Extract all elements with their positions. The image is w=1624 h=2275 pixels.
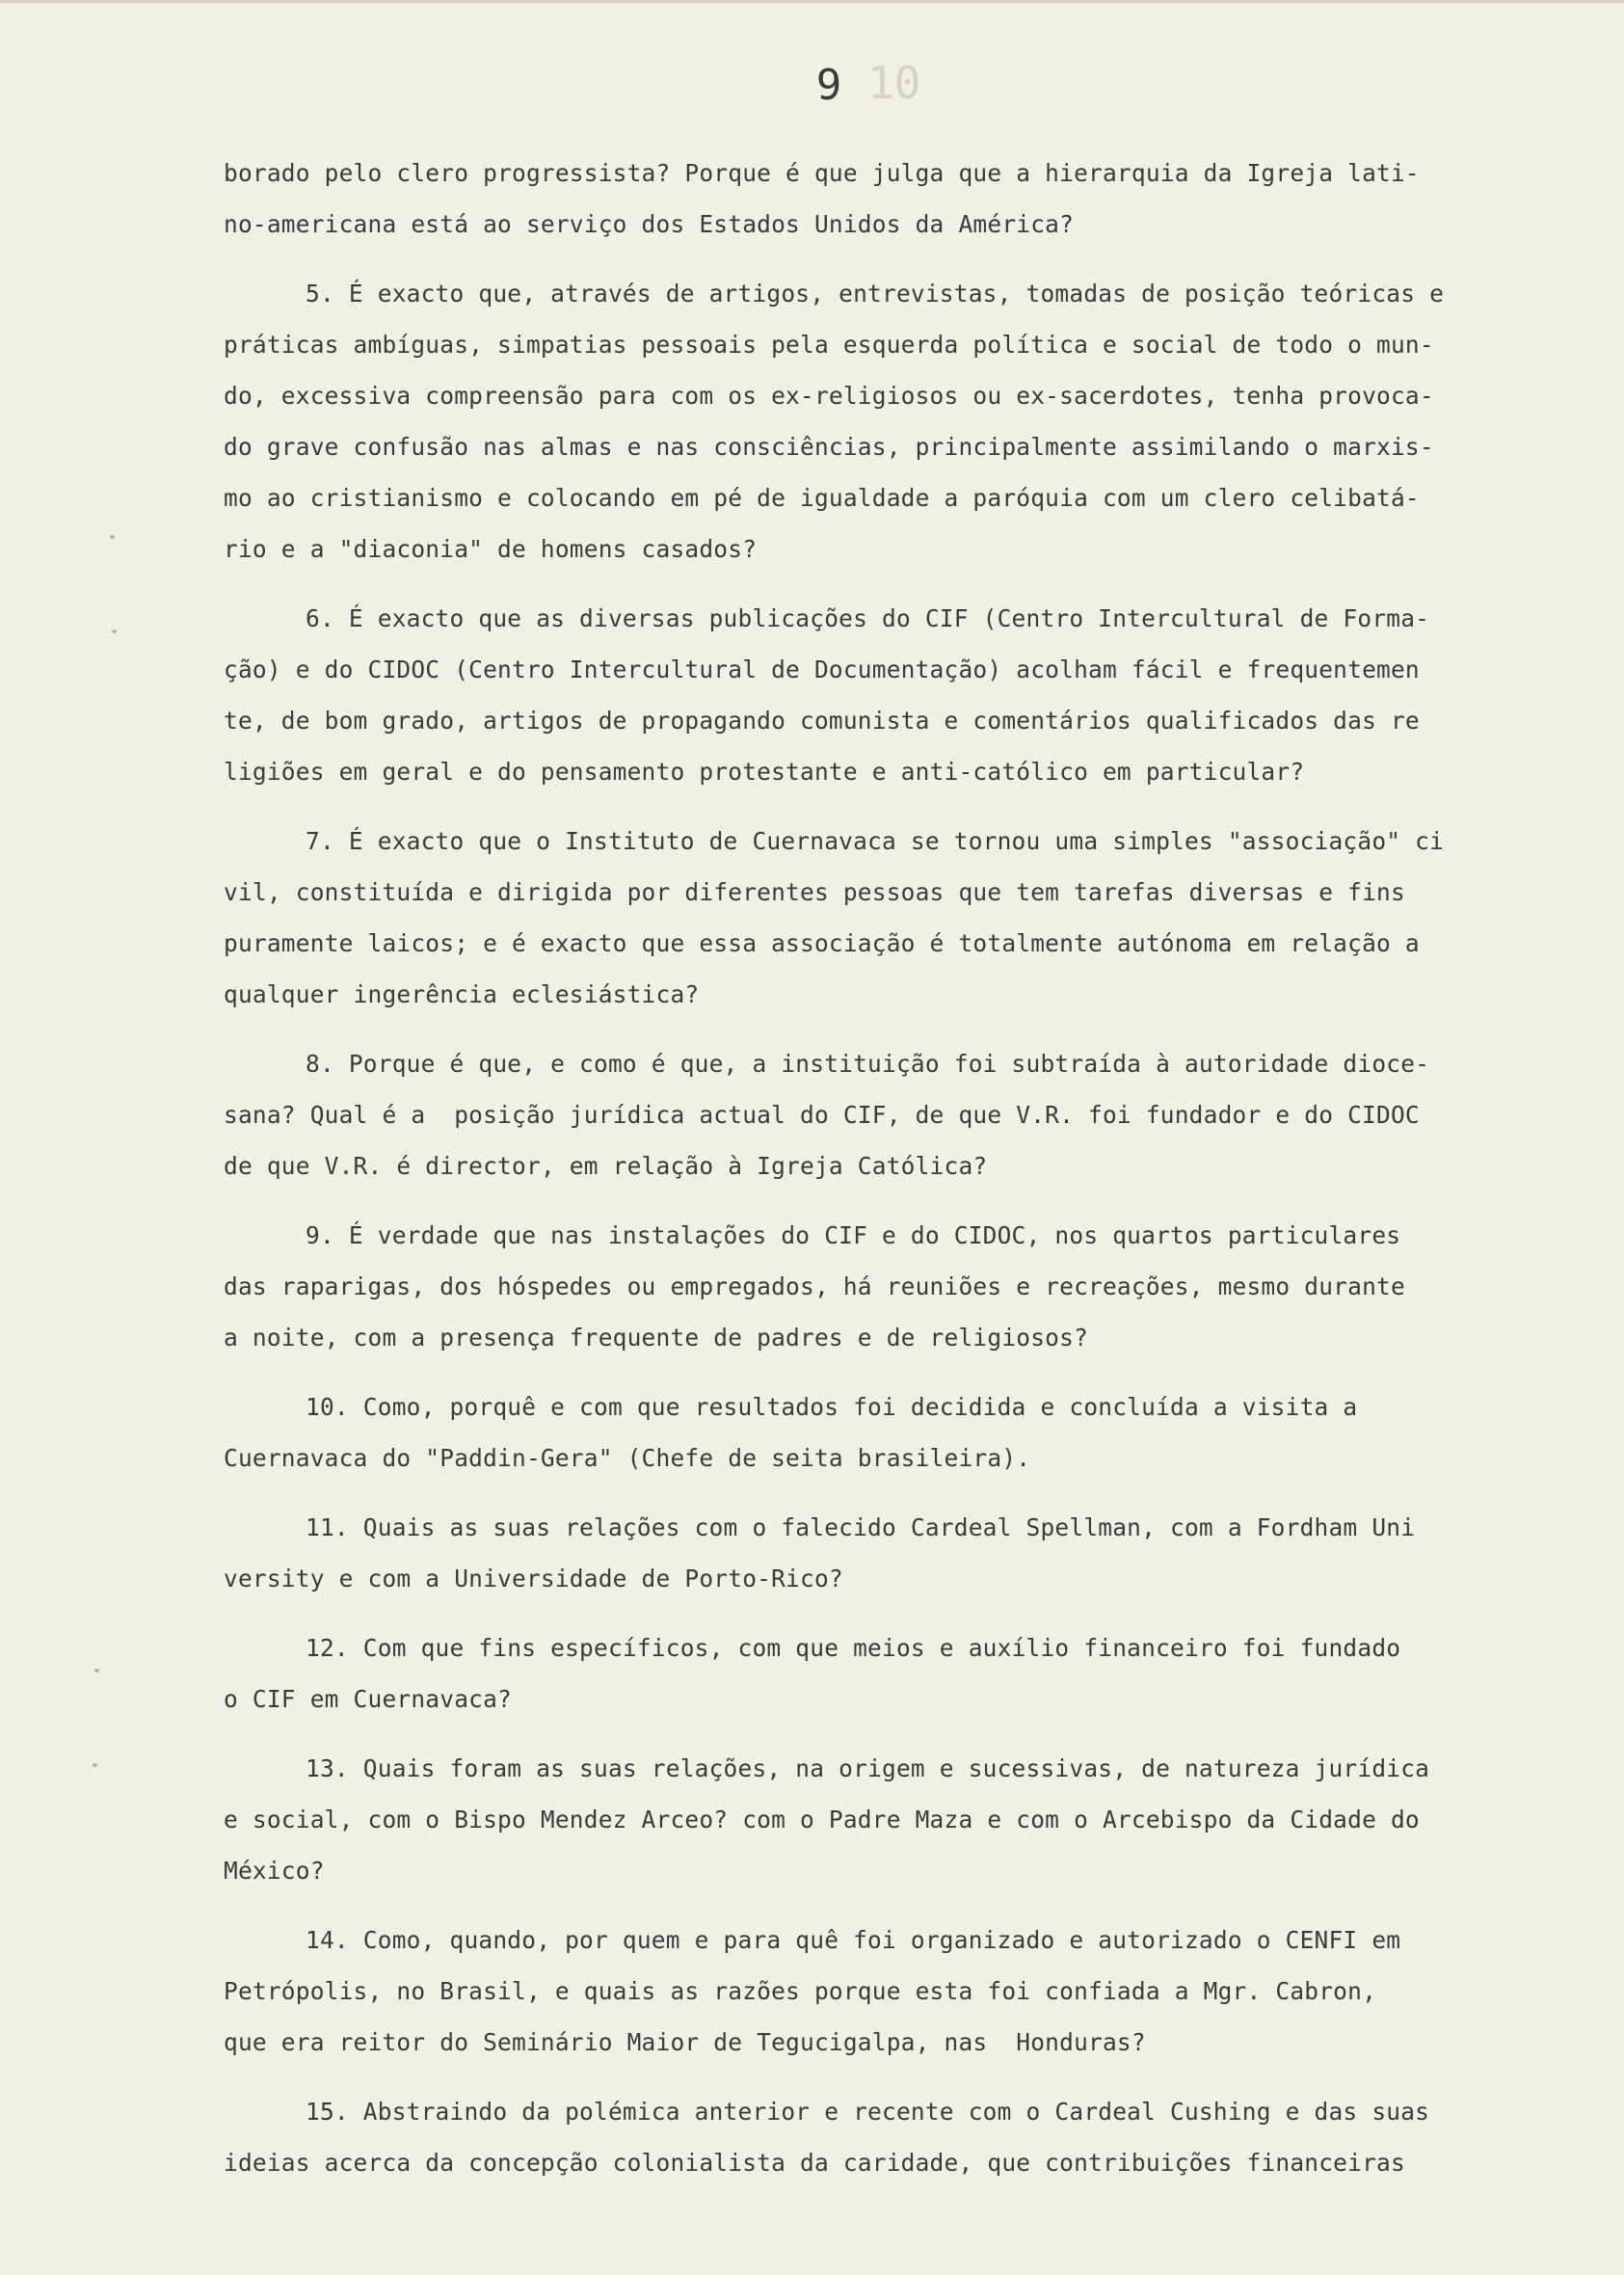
paragraph-question-14 (224, 1914, 1505, 2068)
text-line: sana? Qual é a posição jurídica actual do CIF, de que V.R. foi fundador e do CIDOC (224, 1101, 1420, 1129)
text-line: vil, constituída e dirigida por diferentes pessoas que tem tarefas diversas e fins (224, 878, 1405, 906)
text-line: do grave confusão nas almas e nas consciências, principalmente assimilando o marxis- (224, 433, 1434, 461)
text-line: te, de bom grado, artigos de propagando comunista e comentários qualificados das re (224, 707, 1420, 735)
text-line: 9. É verdade que nas instalações do CIF e do CIDOC, nos quartos particulares (306, 1221, 1401, 1249)
bleed-through-page-number: 10 (867, 57, 921, 109)
paragraph-question-7 (224, 816, 1505, 1020)
text-line: o CIF em Cuernavaca? (224, 1685, 513, 1713)
document-body (224, 147, 1505, 2188)
text-line: das raparigas, dos hóspedes ou empregados, há reuniões e recreações, mesmo durante (224, 1272, 1405, 1300)
paragraph-question-6 (224, 593, 1505, 797)
text-line: 11. Quais as suas relações com o falecido Cardeal Spellman, com a Fordham Uni (306, 1513, 1416, 1541)
paragraph-question-13 (224, 1743, 1505, 1896)
paragraph-question-15 (224, 2086, 1505, 2188)
text-line: do, excessiva compreensão para com os ex-religiosos ou ex-sacerdotes, tenha provoca- (224, 382, 1434, 410)
text-line: borado pelo clero progressista? Porque é que julga que a hierarquia da Igreja lati- (224, 159, 1420, 187)
paragraph-question-9 (224, 1210, 1505, 1363)
text-line: 8. Porque é que, e como é que, a instituição foi subtraída à autoridade dioce- (306, 1050, 1430, 1078)
text-line: ligiões em geral e do pensamento protestante e anti-católico em particular? (224, 758, 1305, 786)
text-line: 5. É exacto que, através de artigos, entrevistas, tomadas de posição teóricas e (306, 280, 1445, 308)
text-line: Petrópolis, no Brasil, e quais as razões porque esta foi confiada a Mgr. Cabron, (224, 1977, 1377, 2005)
paragraph-question-8 (224, 1038, 1505, 1191)
text-line: de que V.R. é director, em relação à Igreja Católica? (224, 1152, 988, 1180)
text-line: que era reitor do Seminário Maior de Tegucigalpa, nas Honduras? (224, 2028, 1146, 2056)
text-line: ção) e do CIDOC (Centro Intercultural de Documentação) acolham fácil e frequentemen (224, 656, 1420, 683)
text-line: rio e a "diaconia" de homens casados? (224, 535, 758, 563)
paper-speck (93, 1763, 97, 1767)
text-line: práticas ambíguas, simpatias pessoais pela esquerda política e social de todo o mun- (224, 331, 1434, 359)
text-line: mo ao cristianismo e colocando em pé de igualdade a paróquia com um clero celibatá- (224, 484, 1420, 512)
paragraph-question-12 (224, 1622, 1505, 1725)
text-line: versity e com a Universidade de Porto-Rico? (224, 1565, 843, 1592)
page-number: 9 (815, 61, 842, 110)
text-line: ideias acerca da concepção colonialista da caridade, que contribuições financeiras (224, 2149, 1405, 2177)
paragraph-question-10 (224, 1381, 1505, 1484)
paragraph-continuation (224, 147, 1505, 250)
text-line: a noite, com a presença frequente de padres e de religiosos? (224, 1324, 1089, 1352)
text-line: puramente laicos; e é exacto que essa associação é totalmente autónoma em relação a (224, 929, 1420, 957)
text-line: 6. É exacto que as diversas publicações do CIF (Centro Intercultural de Forma- (306, 604, 1430, 632)
paper-speck (112, 629, 117, 633)
text-line: 14. Como, quando, por quem e para quê foi organizado e autorizado o CENFI em (306, 1926, 1401, 1954)
text-line: 7. É exacto que o Instituto de Cuernavaca se tornou uma simples "associação" ci (306, 827, 1445, 855)
text-line: qualquer ingerência eclesiástica? (224, 980, 700, 1008)
text-line: no-americana está ao serviço dos Estados Unidos da América? (224, 210, 1075, 238)
text-line: e social, com o Bispo Mendez Arceo? com o Padre Maza e com o Arcebispo da Cidade do (224, 1806, 1420, 1833)
paper-speck (94, 1669, 99, 1673)
text-line: México? (224, 1857, 325, 1885)
paragraph-question-5 (224, 268, 1505, 575)
text-line: 10. Como, porquê e com que resultados foi decidida e concluída a visita a (306, 1393, 1358, 1421)
text-line: Cuernavaca do "Paddin-Gera" (Chefe de seita brasileira). (224, 1444, 1031, 1472)
text-line: 12. Com que fins específicos, com que meios e auxílio financeiro foi fundado (306, 1634, 1401, 1662)
paragraph-question-11 (224, 1502, 1505, 1604)
text-line: 13. Quais foram as suas relações, na origem e sucessivas, de natureza jurídica (306, 1754, 1430, 1782)
paper-speck (110, 535, 115, 539)
text-line: 15. Abstraindo da polémica anterior e recente com o Cardeal Cushing e das suas (306, 2098, 1430, 2126)
